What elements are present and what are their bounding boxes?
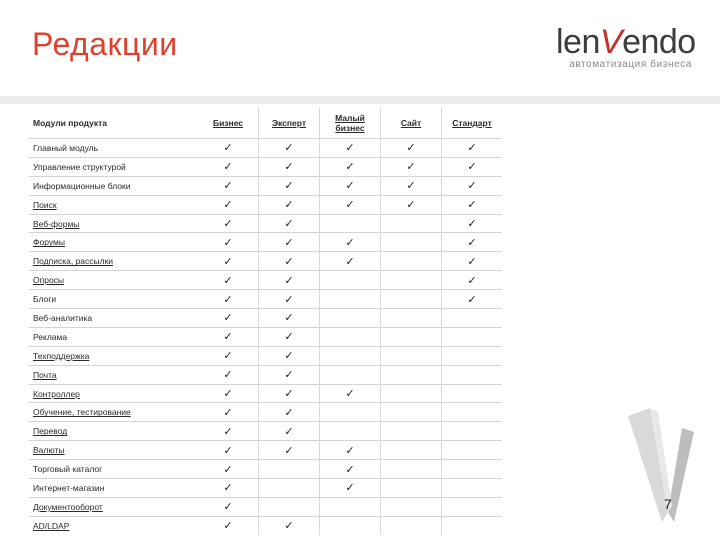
table-row: [29, 516, 502, 534]
empty-cell: [381, 327, 442, 346]
table-row: [29, 365, 502, 384]
checkmark-icon: ✓: [442, 157, 503, 176]
checkmark-icon: ✓: [259, 441, 320, 460]
table-row: [29, 157, 502, 176]
checkmark-icon: ✓: [442, 195, 503, 214]
module-name[interactable]: Контроллер: [29, 384, 198, 403]
header-modules: Модули продукта: [33, 117, 108, 128]
empty-cell: [320, 497, 381, 516]
checkmark-icon: ✓: [442, 233, 503, 252]
empty-cell: [259, 479, 320, 498]
empty-cell: [442, 516, 503, 534]
checkmark-icon: ✓: [442, 271, 503, 290]
checkmark-icon: ✓: [259, 365, 320, 384]
empty-cell: [381, 365, 442, 384]
checkmark-icon: ✓: [259, 290, 320, 309]
empty-cell: [381, 214, 442, 233]
checkmark-icon: ✓: [198, 403, 259, 422]
empty-cell: [259, 460, 320, 479]
checkmark-icon: ✓: [198, 346, 259, 365]
table-row: [29, 233, 502, 252]
v-logo-watermark: [628, 408, 694, 526]
empty-cell: [442, 327, 503, 346]
checkmark-icon: ✓: [259, 403, 320, 422]
module-name[interactable]: Почта: [29, 365, 198, 384]
checkmark-icon: ✓: [198, 195, 259, 214]
empty-cell: [320, 516, 381, 534]
table-row: [29, 460, 502, 479]
table-row: [29, 403, 502, 422]
checkmark-icon: ✓: [198, 497, 259, 516]
module-name[interactable]: Документооборот: [29, 497, 198, 516]
checkmark-icon: ✓: [259, 422, 320, 441]
empty-cell: [381, 290, 442, 309]
empty-cell: [320, 422, 381, 441]
empty-cell: [442, 403, 503, 422]
empty-cell: [320, 403, 381, 422]
checkmark-icon: ✓: [198, 290, 259, 309]
checkmark-icon: ✓: [259, 271, 320, 290]
empty-cell: [442, 365, 503, 384]
header-edition-standard[interactable]: Стандарт: [452, 117, 492, 128]
header-edition-site[interactable]: Сайт: [381, 107, 442, 139]
logo-tagline: автоматизация бизнеса: [569, 59, 692, 70]
module-name: Главный модуль: [29, 139, 198, 158]
checkmark-icon: ✓: [198, 422, 259, 441]
empty-cell: [320, 327, 381, 346]
editions-table: [29, 107, 502, 535]
checkmark-icon: ✓: [320, 252, 381, 271]
checkmark-icon: ✓: [320, 195, 381, 214]
module-name: Информационные блоки: [29, 176, 198, 195]
table-header-row: [29, 107, 502, 139]
module-name[interactable]: Опросы: [29, 271, 198, 290]
checkmark-icon: ✓: [259, 346, 320, 365]
checkmark-icon: ✓: [442, 252, 503, 271]
checkmark-icon: ✓: [198, 479, 259, 498]
header-edition-small-business[interactable]: Малый бизнес: [320, 107, 381, 139]
checkmark-icon: ✓: [259, 176, 320, 195]
empty-cell: [381, 271, 442, 290]
empty-cell: [381, 403, 442, 422]
checkmark-icon: ✓: [198, 157, 259, 176]
empty-cell: [381, 252, 442, 271]
empty-cell: [381, 479, 442, 498]
checkmark-icon: ✓: [198, 309, 259, 328]
empty-cell: [320, 271, 381, 290]
empty-cell: [381, 497, 442, 516]
empty-cell: [259, 497, 320, 516]
empty-cell: [320, 346, 381, 365]
empty-cell: [320, 214, 381, 233]
empty-cell: [442, 460, 503, 479]
module-name: Торговый каталог: [29, 460, 198, 479]
module-name: Реклама: [29, 327, 198, 346]
checkmark-icon: ✓: [198, 176, 259, 195]
checkmark-icon: ✓: [198, 516, 259, 534]
empty-cell: [442, 346, 503, 365]
module-name[interactable]: Перевод: [29, 422, 198, 441]
checkmark-icon: ✓: [381, 195, 442, 214]
empty-cell: [381, 309, 442, 328]
checkmark-icon: ✓: [198, 271, 259, 290]
empty-cell: [442, 441, 503, 460]
empty-cell: [381, 441, 442, 460]
lenvendo-logo: [556, 22, 696, 74]
empty-cell: [320, 365, 381, 384]
header-divider: [0, 96, 720, 104]
module-name[interactable]: Валюты: [29, 441, 198, 460]
checkmark-icon: ✓: [320, 479, 381, 498]
table-row: [29, 139, 502, 158]
checkmark-icon: ✓: [259, 214, 320, 233]
module-name: Управление структурой: [29, 157, 198, 176]
empty-cell: [442, 479, 503, 498]
module-name[interactable]: Веб-формы: [29, 214, 198, 233]
checkmark-icon: ✓: [198, 365, 259, 384]
checkmark-icon: ✓: [320, 460, 381, 479]
empty-cell: [442, 422, 503, 441]
module-name: Интернет-магазин: [29, 479, 198, 498]
checkmark-icon: ✓: [259, 384, 320, 403]
table-row: [29, 479, 502, 498]
table-row: [29, 327, 502, 346]
table-row: [29, 195, 502, 214]
table-row: [29, 422, 502, 441]
empty-cell: [381, 233, 442, 252]
checkmark-icon: ✓: [442, 139, 503, 158]
empty-cell: [381, 460, 442, 479]
checkmark-icon: ✓: [442, 176, 503, 195]
empty-cell: [442, 497, 503, 516]
checkmark-icon: ✓: [259, 327, 320, 346]
empty-cell: [320, 309, 381, 328]
checkmark-icon: ✓: [259, 233, 320, 252]
module-name: Блоги: [29, 290, 198, 309]
table-row: [29, 346, 502, 365]
table-row: [29, 252, 502, 271]
checkmark-icon: ✓: [320, 139, 381, 158]
module-name[interactable]: Подписка, рассылки: [29, 252, 198, 271]
table-row: [29, 497, 502, 516]
checkmark-icon: ✓: [259, 157, 320, 176]
checkmark-icon: ✓: [259, 309, 320, 328]
checkmark-icon: ✓: [198, 384, 259, 403]
table-body: [29, 139, 502, 535]
checkmark-icon: ✓: [198, 460, 259, 479]
header-edition-business[interactable]: Бизнес: [198, 107, 259, 139]
checkmark-icon: ✓: [198, 252, 259, 271]
empty-cell: [320, 290, 381, 309]
module-name: Веб-аналитика: [29, 309, 198, 328]
empty-cell: [381, 516, 442, 534]
table-row: [29, 309, 502, 328]
checkmark-icon: ✓: [381, 139, 442, 158]
module-name[interactable]: Обучение, тестирование: [29, 403, 198, 422]
checkmark-icon: ✓: [320, 176, 381, 195]
checkmark-icon: ✓: [442, 214, 503, 233]
checkmark-icon: ✓: [259, 139, 320, 158]
checkmark-icon: ✓: [381, 176, 442, 195]
checkmark-icon: ✓: [198, 327, 259, 346]
table-row: [29, 290, 502, 309]
module-name[interactable]: Форумы: [29, 233, 198, 252]
checkmark-icon: ✓: [198, 441, 259, 460]
table-row: [29, 384, 502, 403]
table-row: [29, 214, 502, 233]
checkmark-icon: ✓: [259, 252, 320, 271]
checkmark-icon: ✓: [381, 157, 442, 176]
logo-wordmark: lenVendo: [556, 23, 696, 61]
module-name[interactable]: Техподдержка: [29, 346, 198, 365]
empty-cell: [381, 384, 442, 403]
table-row: [29, 441, 502, 460]
empty-cell: [442, 384, 503, 403]
header-edition-expert[interactable]: Эксперт: [259, 107, 320, 139]
checkmark-icon: ✓: [198, 233, 259, 252]
checkmark-icon: ✓: [320, 441, 381, 460]
page-number: 7: [664, 496, 672, 512]
checkmark-icon: ✓: [259, 516, 320, 534]
empty-cell: [381, 422, 442, 441]
checkmark-icon: ✓: [442, 290, 503, 309]
checkmark-icon: ✓: [320, 233, 381, 252]
empty-cell: [381, 346, 442, 365]
checkmark-icon: ✓: [259, 195, 320, 214]
table-row: [29, 271, 502, 290]
checkmark-icon: ✓: [198, 214, 259, 233]
checkmark-icon: ✓: [320, 157, 381, 176]
table-row: [29, 176, 502, 195]
checkmark-icon: ✓: [320, 384, 381, 403]
module-name[interactable]: AD/LDAP: [29, 516, 198, 534]
checkmark-icon: ✓: [198, 139, 259, 158]
module-name[interactable]: Поиск: [29, 195, 198, 214]
slide-title: Редакции: [32, 26, 178, 62]
empty-cell: [442, 309, 503, 328]
